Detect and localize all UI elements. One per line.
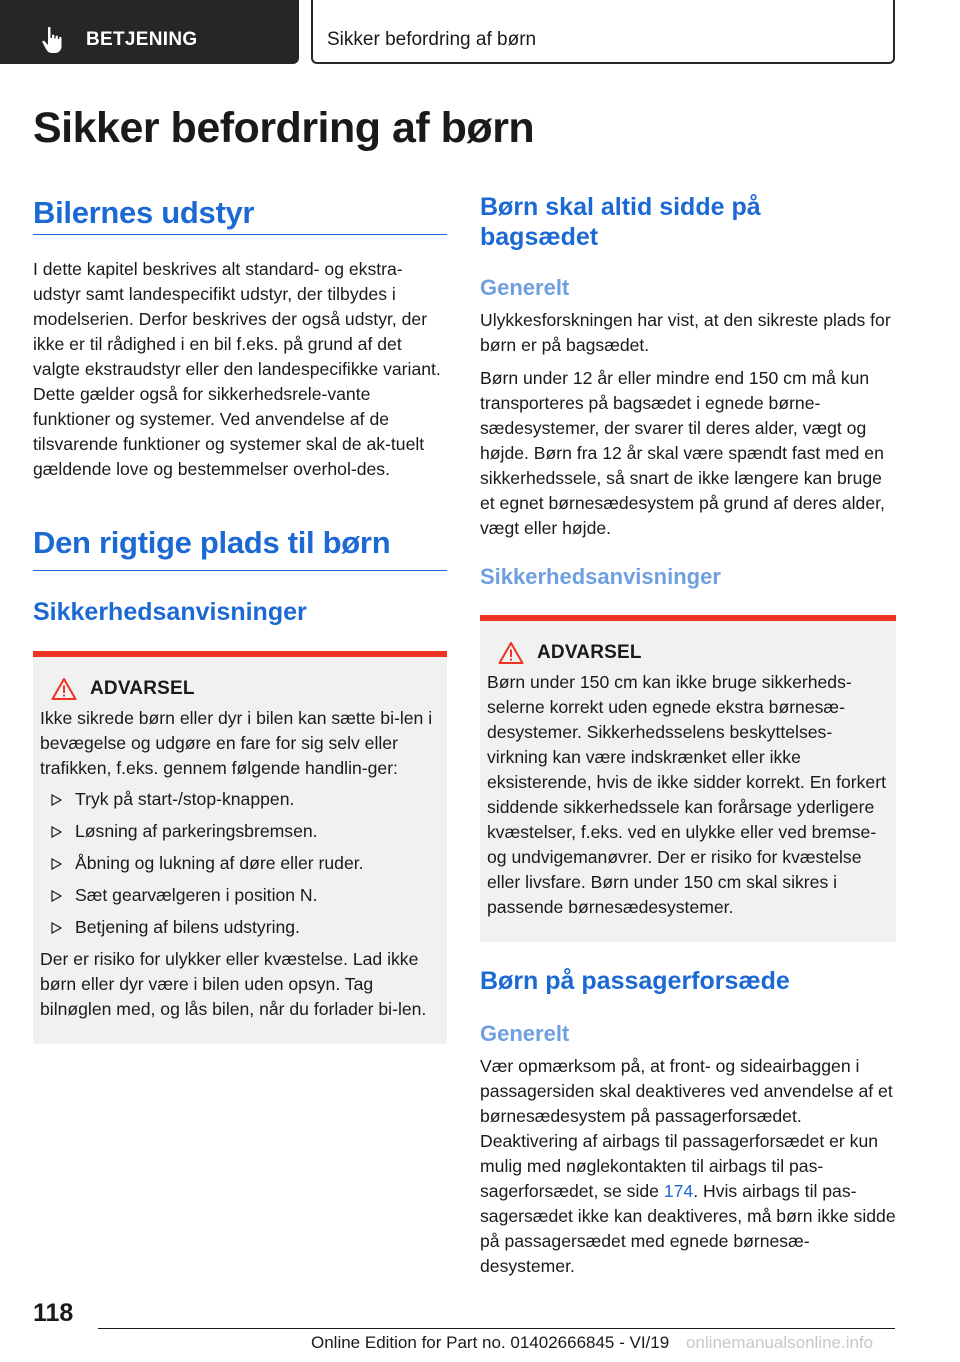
chapter-tab[interactable] (0, 0, 299, 64)
triangle-bullet-icon (51, 858, 62, 870)
heading-right-place: Den rigtige plads til børn (33, 525, 391, 560)
triangle-bullet-icon (51, 826, 62, 838)
heading-rule (33, 570, 447, 571)
chapter-label: BETJENING (86, 29, 198, 50)
warning-header (40, 675, 440, 703)
page-header (0, 0, 960, 66)
triangle-bullet-icon (51, 794, 62, 806)
heading-front-seat: Børn på passagerforsæde (480, 967, 790, 995)
list-item: Åbning og lukning af døre eller ruder. (40, 851, 440, 876)
heading-equipment: Bilernes udstyr (33, 195, 255, 230)
footer-edition: Online Edition for Part no. 01402666845 - VI/19 (311, 1333, 670, 1352)
watermark: onlinemanualsonline.info (686, 1333, 874, 1352)
list-item: Tryk på start-/stop-knappen. (40, 787, 440, 812)
heading-safety-left: Sikkerhedsanvisninger (33, 598, 307, 626)
list-item: Sæt gearvælgeren i position N. (40, 883, 440, 908)
warning-triangle-icon (51, 677, 77, 701)
right-column (480, 192, 896, 1279)
section-label: Sikker befordring af børn (327, 29, 537, 50)
warning-list (40, 787, 440, 940)
warning-label: ADVARSEL (90, 678, 195, 699)
heading-safety-right: Sikkerhedsanvisninger (480, 564, 721, 589)
warning-outro: Der er risiko for ulykker eller kvæstelse. Lad ikke børn eller dyr være i bilen uden opsyn. Tag bilnøglen med, og lås bilen, når du forlader bi-len. (40, 949, 427, 1019)
equipment-paragraph: I dette kapitel beskrives alt standard- og ekstra-udstyr samt landespecifikt udstyr, der tilbydes i modelserien. Derfor beskrives der også udstyr, der ikke er til rådighed i en bil f.eks. på grund af det valgte ekstraudstyr eller den landespecifikke variant. Dette gælder også for sikkerhedsrele-vante funktioner og systemer. Ved anvendelse af de tilsvarende funktioner og systemer skal de ak-tuelt gældende love og bestemmelser overhol-des. (33, 259, 441, 479)
page-title: Sikker befordring af børn (33, 104, 535, 152)
list-item: Betjening af bilens udstyring. (40, 915, 440, 940)
left-column (33, 192, 447, 1044)
heading-general-2: Generelt (480, 1021, 570, 1046)
footer-rule (98, 1328, 895, 1329)
warning-box-right (480, 615, 896, 942)
page-reference-link[interactable]: 174 (663, 1181, 694, 1201)
general-paragraph-2: Vær opmærksom på, at front- og sideairbaggen i passagersiden skal deaktiveres ved anvendelse af et børnesædesystem på passagerforsædet. Deaktivering af airbags til passagerforsædet er kun mulig med nøglekontakten til airbags til pas-sagerforsædet, se side 174. Hvis airbags til pas-sagersædet ikke kan deaktiveres, må børn ikke sidde på passagersædet med egnede børnesæ-desystemer. (480, 1056, 896, 1276)
triangle-bullet-icon (51, 922, 62, 934)
warning-header (487, 639, 889, 667)
heading-rule (33, 234, 447, 235)
general-paragraph-1a: Ulykkesforskningen har vist, at den sikreste plads for børn er på bagsædet. (480, 310, 891, 355)
list-item: Løsning af parkeringsbremsen. (40, 819, 440, 844)
warning-label: ADVARSEL (537, 642, 642, 663)
heading-backseat: Børn skal altid sidde på bagsædet (480, 193, 761, 251)
pointing-hand-icon (40, 26, 66, 54)
warning-intro: Ikke sikrede børn eller dyr i bilen kan sætte bi-len i bevægelse og udgøre en fare for sig selv eller trafikken, f.eks. gennem følgende handlin-ger: (40, 708, 433, 778)
warning-text: Børn under 150 cm kan ikke bruge sikkerheds-selerne korrekt uden egnede ekstra børnesæ-desystemer. Sikkerhedsselens beskyttelses-virkning kan være indskrænket eller ikke eksisterende, hvis de ikke sidder korrekt. En forkert siddende sikkerhedssele kan forårsage yderligere kvæstelser, f.eks. ved en ulykke eller ved bremse- og undvigemanøvrer. Der er risiko for kvæstelse eller livsfare. Børn under 150 cm skal sikres i passende børnesædesystemer. (487, 672, 886, 917)
warning-box-left (33, 651, 447, 1044)
triangle-bullet-icon (51, 890, 62, 902)
page-number: 118 (33, 1299, 74, 1327)
heading-general-1: Generelt (480, 275, 570, 300)
general-paragraph-1b: Børn under 12 år eller mindre end 150 cm må kun transporteres på bagsædet i egnede børne-sædesystemer, der svarer til deres alder, vægt og højde. Børn fra 12 år skal være spændt fast med en sikkerhedssele, så snart de ikke længere kan bruge et egnet børnesædesystem på grund af deres alder, vægt eller højde. (480, 368, 885, 538)
warning-triangle-icon (498, 641, 524, 665)
section-box (311, 0, 895, 64)
